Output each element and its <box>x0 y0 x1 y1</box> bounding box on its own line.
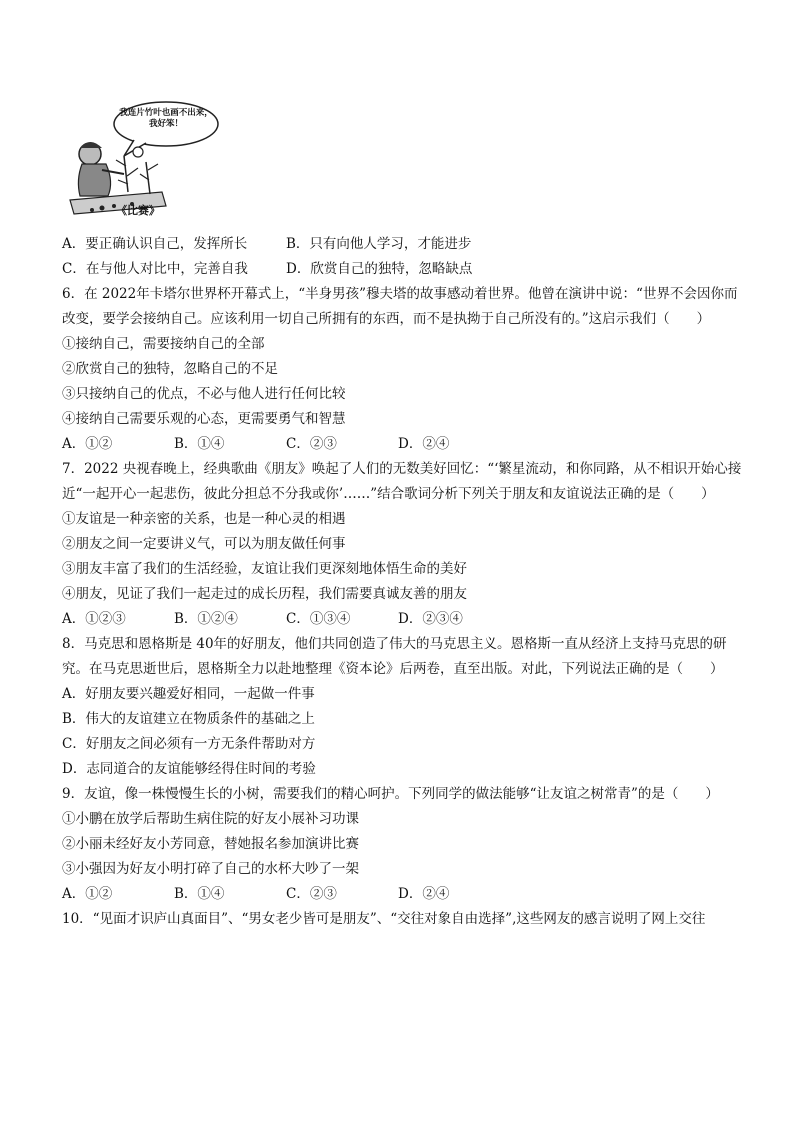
q8-option-b[interactable]: B．伟大的友谊建立在物质条件的基础之上 <box>62 711 315 727</box>
q7-option-b[interactable]: B．①②④ <box>174 611 238 627</box>
q10-stem: 10．“见面才识庐山真面目”、“男女老少皆可是朋友”、“交往对象自由选择”,这些网友的感言说明了网上交往 <box>62 911 706 927</box>
q5-option-c[interactable]: C．在与他人对比中，完善自我 <box>62 261 248 277</box>
q6-item-4: ④接纳自己需要乐观的心态，更需要勇气和智慧 <box>62 411 346 427</box>
q8-option-a[interactable]: A．好朋友要兴趣爱好相同，一起做一件事 <box>62 686 315 702</box>
q9-option-a[interactable]: A．①② <box>62 886 113 902</box>
cartoon-caption: 《比赛》 <box>116 204 160 217</box>
q6-option-b[interactable]: B．①④ <box>174 436 225 452</box>
q7-item-2: ②朋友之间一定要讲义气，可以为朋友做任何事 <box>62 536 346 552</box>
cartoon-illustration <box>62 96 232 226</box>
q9-item-2: ②小丽未经好友小芳同意，替她报名参加演讲比赛 <box>62 836 359 852</box>
q8-option-d[interactable]: D．志同道合的友谊能够经得住时间的考验 <box>62 761 316 777</box>
q7-item-1: ①友谊是一种亲密的关系，也是一种心灵的相遇 <box>62 511 346 527</box>
q6-option-a[interactable]: A．①② <box>62 436 113 452</box>
q6-option-d[interactable]: D．②④ <box>398 436 450 452</box>
q6-item-2: ②欣赏自己的独特，忽略自己的不足 <box>62 361 278 377</box>
q6-options <box>62 432 742 457</box>
q8-option-c[interactable]: C．好朋友之间必须有一方无条件帮助对方 <box>62 736 316 752</box>
q9-option-c[interactable]: C．②③ <box>286 886 337 902</box>
q8-stem: 8．马克思和恩格斯是 40年的好朋友，他们共同创造了伟大的马克思主义。恩格斯一直从经济上支持马克思的研究。在马克思逝世后，恩格斯全力以赴地整理《资本论》后两卷，直至出版。对此，下列说法正确的是（ ） <box>62 636 727 677</box>
q9-option-d[interactable]: D．②④ <box>398 886 450 902</box>
q5-options-row-1 <box>62 232 742 257</box>
q9-item-3: ③小强因为好友小明打碎了自己的水杯大吵了一架 <box>62 861 359 877</box>
q7-option-a[interactable]: A．①②③ <box>62 611 126 627</box>
q5-option-a[interactable]: A．要正确认识自己，发挥所长 <box>62 236 248 252</box>
speech-bubble-text: 我连片竹叶也画不出来，我好笨！ <box>119 108 213 129</box>
q7-item-3: ③朋友丰富了我们的生活经验，友谊让我们更深刻地体悟生命的美好 <box>62 561 467 577</box>
q5-options-row-2 <box>62 257 742 282</box>
q9-options <box>62 882 742 907</box>
q9-stem: 9．友谊，像一株慢慢生长的小树，需要我们的精心呵护。下列同学的做法能够“让友谊之树常青”的是（ ） <box>62 786 719 802</box>
exam-page <box>62 96 742 932</box>
q7-option-d[interactable]: D．②③④ <box>398 611 463 627</box>
q5-option-d[interactable]: D．欣赏自己的独特，忽略缺点 <box>286 261 473 277</box>
q7-item-4: ④朋友，见证了我们一起走过的成长历程，我们需要真诚友善的朋友 <box>62 586 467 602</box>
q9-option-b[interactable]: B．①④ <box>174 886 225 902</box>
q6-stem: 6．在 2022年卡塔尔世界杯开幕式上，“半身男孩”穆夫塔的故事感动着世界。他曾在演讲中说：“世界不会因你而改变，要学会接纳自己。应该利用一切自己所拥有的东西，而不是执拗于自己所没有的。”这启示我们（ ） <box>62 286 738 327</box>
q7-option-c[interactable]: C．①③④ <box>286 611 351 627</box>
q6-item-3: ③只接纳自己的优点，不必与他人进行任何比较 <box>62 386 346 402</box>
q7-options <box>62 607 742 632</box>
q6-option-c[interactable]: C．②③ <box>286 436 337 452</box>
q7-stem: 7．2022 央视春晚上，经典歌曲《朋友》唤起了人们的无数美好回忆：“‘繁星流动，和你同路，从不相识开始心接近“一起开心一起悲伤，彼此分担总不分我或你’……”结合歌词分析下列关于朋友和友谊说法正确的是（ ） <box>62 461 742 502</box>
q6-item-1: ①接纳自己，需要接纳自己的全部 <box>62 336 265 352</box>
q9-item-1: ①小鹏在放学后帮助生病住院的好友小展补习功课 <box>62 811 359 827</box>
q5-option-b[interactable]: B．只有向他人学习，才能进步 <box>286 236 472 252</box>
